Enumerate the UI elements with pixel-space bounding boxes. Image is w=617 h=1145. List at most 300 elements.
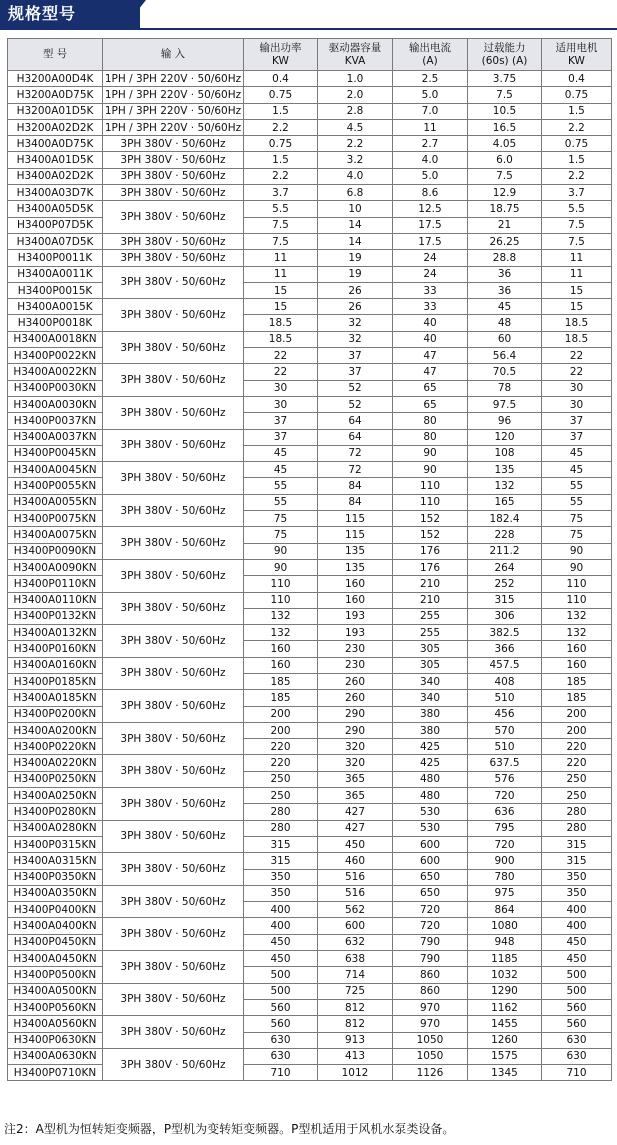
input-cell: 3PH 380V · 50/60Hz [103,625,244,658]
power-cell: 560 [244,999,318,1015]
power-cell: 18.5 [244,315,318,331]
motor-cell: 350 [542,869,612,885]
current-cell: 176 [393,543,468,559]
motor-cell: 630 [542,1048,612,1064]
model-cell: H3400A0280KN [8,820,103,836]
capacity-cell: 19 [318,250,393,266]
table-row [8,690,612,706]
power-cell: 710 [244,1065,318,1081]
capacity-cell: 84 [318,478,393,494]
power-cell: 450 [244,934,318,950]
power-cell: 90 [244,559,318,575]
table-row [8,168,612,184]
table-row [8,543,612,559]
header-current-line1: 输出电流 [409,41,451,54]
current-cell: 17.5 [393,233,468,249]
table-row [8,315,612,331]
power-cell: 630 [244,1032,318,1048]
capacity-cell: 450 [318,836,393,852]
model-cell: H3400P0450KN [8,934,103,950]
current-cell: 24 [393,266,468,282]
current-cell: 65 [393,380,468,396]
power-cell: 1.5 [244,152,318,168]
capacity-cell: 1012 [318,1065,393,1081]
table-row [8,739,612,755]
current-cell: 790 [393,934,468,950]
table-row [8,429,612,445]
table-row [8,836,612,852]
model-cell: H3400P0560KN [8,999,103,1015]
table-row [8,233,612,249]
power-cell: 2.2 [244,119,318,135]
input-cell: 1PH / 3PH 220V · 50/60Hz [103,87,244,103]
overload-cell: 780 [468,869,542,885]
model-cell: H3400A0250KN [8,788,103,804]
overload-cell: 70.5 [468,364,542,380]
table-row [8,201,612,217]
motor-cell: 110 [542,576,612,592]
current-cell: 8.6 [393,185,468,201]
current-cell: 380 [393,722,468,738]
current-cell: 305 [393,657,468,673]
motor-cell: 2.2 [542,119,612,135]
overload-cell: 252 [468,576,542,592]
table-row [8,152,612,168]
header-power-line2: KW [272,54,289,67]
capacity-cell: 160 [318,576,393,592]
power-cell: 250 [244,771,318,787]
capacity-cell: 32 [318,331,393,347]
table-row [8,396,612,412]
banner-underline [0,28,617,30]
input-cell: 3PH 380V · 50/60Hz [103,690,244,723]
model-cell: H3400A0018KN [8,331,103,347]
power-cell: 45 [244,462,318,478]
model-cell: H3400A0400KN [8,918,103,934]
overload-cell: 28.8 [468,250,542,266]
capacity-cell: 84 [318,494,393,510]
capacity-cell: 725 [318,983,393,999]
header-power-line1: 输出功率 [259,41,302,54]
model-cell: H3400P0030KN [8,380,103,396]
motor-cell: 1.5 [542,103,612,119]
power-cell: 22 [244,364,318,380]
motor-cell: 220 [542,739,612,755]
power-cell: 500 [244,967,318,983]
motor-cell: 15 [542,282,612,298]
table-body [8,71,612,1081]
model-cell: H3400P07D5K [8,217,103,233]
capacity-cell: 632 [318,934,393,950]
model-cell: H3400P0710KN [8,1065,103,1081]
header-current-line2: (A) [422,54,438,67]
model-cell: H3400P0090KN [8,543,103,559]
motor-cell: 250 [542,771,612,787]
model-cell: H3400P0160KN [8,641,103,657]
motor-cell: 220 [542,755,612,771]
input-cell: 3PH 380V · 50/60Hz [103,266,244,299]
current-cell: 33 [393,299,468,315]
power-cell: 45 [244,445,318,461]
header-motor-line1: 适用电机 [555,41,598,54]
table-row [8,641,612,657]
current-cell: 110 [393,494,468,510]
current-cell: 600 [393,836,468,852]
capacity-cell: 427 [318,804,393,820]
motor-cell: 90 [542,559,612,575]
table-row [8,119,612,135]
overload-cell: 306 [468,608,542,624]
table-row [8,413,612,429]
overload-cell: 165 [468,494,542,510]
motor-cell: 160 [542,641,612,657]
power-cell: 37 [244,429,318,445]
capacity-cell: 52 [318,396,393,412]
overload-cell: 21 [468,217,542,233]
motor-cell: 160 [542,657,612,673]
current-cell: 5.0 [393,168,468,184]
model-cell: H3400P0280KN [8,804,103,820]
power-cell: 110 [244,592,318,608]
table-row [8,185,612,201]
table-row [8,299,612,315]
power-cell: 500 [244,983,318,999]
table-header [8,39,612,71]
capacity-cell: 2.8 [318,103,393,119]
model-cell: H3400A0630KN [8,1048,103,1064]
input-cell: 3PH 380V · 50/60Hz [103,657,244,690]
overload-cell: 120 [468,429,542,445]
overload-cell: 60 [468,331,542,347]
current-cell: 790 [393,951,468,967]
model-cell: H3400A0090KN [8,559,103,575]
overload-cell: 108 [468,445,542,461]
table-row [8,706,612,722]
current-cell: 650 [393,869,468,885]
input-cell: 3PH 380V · 50/60Hz [103,396,244,429]
overload-cell: 48 [468,315,542,331]
overload-cell: 16.5 [468,119,542,135]
overload-cell: 1455 [468,1016,542,1032]
motor-cell: 30 [542,396,612,412]
overload-cell: 315 [468,592,542,608]
motor-cell: 3.7 [542,185,612,201]
current-cell: 24 [393,250,468,266]
input-cell: 3PH 380V · 50/60Hz [103,136,244,152]
capacity-cell: 6.8 [318,185,393,201]
current-cell: 340 [393,690,468,706]
table-row [8,511,612,527]
overload-cell: 864 [468,902,542,918]
power-cell: 55 [244,478,318,494]
input-cell: 3PH 380V · 50/60Hz [103,820,244,853]
overload-cell: 1345 [468,1065,542,1081]
power-cell: 350 [244,885,318,901]
power-cell: 110 [244,576,318,592]
power-cell: 185 [244,690,318,706]
power-cell: 0.4 [244,71,318,87]
motor-cell: 15 [542,299,612,315]
model-cell: H3400A0030KN [8,396,103,412]
capacity-cell: 413 [318,1048,393,1064]
header-current [393,39,468,71]
power-cell: 0.75 [244,136,318,152]
table-row [8,331,612,347]
overload-cell: 7.5 [468,168,542,184]
current-cell: 11 [393,119,468,135]
capacity-cell: 812 [318,999,393,1015]
current-cell: 720 [393,902,468,918]
model-cell: H3400A0D75K [8,136,103,152]
power-cell: 630 [244,1048,318,1064]
motor-cell: 132 [542,608,612,624]
input-cell: 3PH 380V · 50/60Hz [103,494,244,527]
model-cell: H3400A0450KN [8,951,103,967]
motor-cell: 500 [542,967,612,983]
overload-cell: 720 [468,788,542,804]
model-cell: H3200A0D75K [8,87,103,103]
current-cell: 970 [393,1016,468,1032]
overload-cell: 366 [468,641,542,657]
input-cell: 3PH 380V · 50/60Hz [103,1048,244,1081]
power-cell: 75 [244,511,318,527]
model-cell: H3400P0015K [8,282,103,298]
model-cell: H3400P0350KN [8,869,103,885]
table-row [8,983,612,999]
table-row [8,380,612,396]
motor-cell: 22 [542,364,612,380]
power-cell: 11 [244,266,318,282]
capacity-cell: 230 [318,641,393,657]
capacity-cell: 10 [318,201,393,217]
table-row [8,885,612,901]
input-cell: 1PH / 3PH 220V · 50/60Hz [103,119,244,135]
motor-cell: 37 [542,429,612,445]
current-cell: 5.0 [393,87,468,103]
capacity-cell: 290 [318,722,393,738]
overload-cell: 132 [468,478,542,494]
table-row [8,771,612,787]
model-cell: H3400P0037KN [8,413,103,429]
table-row [8,951,612,967]
capacity-cell: 160 [318,592,393,608]
motor-cell: 400 [542,918,612,934]
input-cell: 3PH 380V · 50/60Hz [103,168,244,184]
motor-cell: 18.5 [542,315,612,331]
current-cell: 255 [393,608,468,624]
capacity-cell: 320 [318,739,393,755]
current-cell: 80 [393,413,468,429]
current-cell: 860 [393,967,468,983]
power-cell: 3.7 [244,185,318,201]
overload-cell: 456 [468,706,542,722]
table-row [8,592,612,608]
current-cell: 340 [393,673,468,689]
overload-cell: 1162 [468,999,542,1015]
input-cell: 3PH 380V · 50/60Hz [103,462,244,495]
power-cell: 22 [244,348,318,364]
motor-cell: 55 [542,478,612,494]
model-cell: H3400P0132KN [8,608,103,624]
model-cell: H3400P0075KN [8,511,103,527]
input-cell: 3PH 380V · 50/60Hz [103,983,244,1016]
current-cell: 1050 [393,1032,468,1048]
model-cell: H3400A05D5K [8,201,103,217]
overload-cell: 264 [468,559,542,575]
input-cell: 3PH 380V · 50/60Hz [103,331,244,364]
input-cell: 1PH / 3PH 220V · 50/60Hz [103,103,244,119]
motor-cell: 450 [542,934,612,950]
current-cell: 425 [393,739,468,755]
table-row [8,462,612,478]
model-cell: H3400A0055KN [8,494,103,510]
capacity-cell: 135 [318,559,393,575]
power-cell: 350 [244,869,318,885]
capacity-cell: 2.2 [318,136,393,152]
input-cell: 3PH 380V · 50/60Hz [103,853,244,886]
current-cell: 860 [393,983,468,999]
overload-cell: 1575 [468,1048,542,1064]
current-cell: 1050 [393,1048,468,1064]
table-row [8,918,612,934]
model-cell: H3400A0160KN [8,657,103,673]
capacity-cell: 37 [318,364,393,380]
current-cell: 12.5 [393,201,468,217]
overload-cell: 3.75 [468,71,542,87]
motor-cell: 0.4 [542,71,612,87]
model-cell: H3400A0220KN [8,755,103,771]
current-cell: 47 [393,364,468,380]
overload-cell: 510 [468,690,542,706]
header-overload [468,39,542,71]
model-cell: H3400P0200KN [8,706,103,722]
power-cell: 2.2 [244,168,318,184]
power-cell: 30 [244,380,318,396]
motor-cell: 2.2 [542,168,612,184]
overload-cell: 211.2 [468,543,542,559]
power-cell: 15 [244,282,318,298]
motor-cell: 280 [542,804,612,820]
motor-cell: 132 [542,625,612,641]
model-cell: H3400A0560KN [8,1016,103,1032]
table-row [8,820,612,836]
current-cell: 650 [393,885,468,901]
motor-cell: 185 [542,673,612,689]
current-cell: 90 [393,445,468,461]
motor-cell: 45 [542,445,612,461]
motor-cell: 560 [542,999,612,1015]
overload-cell: 1032 [468,967,542,983]
current-cell: 480 [393,771,468,787]
table-row [8,608,612,624]
capacity-cell: 3.2 [318,152,393,168]
header-overload-line2: (60s) (A) [481,54,528,67]
current-cell: 305 [393,641,468,657]
motor-cell: 55 [542,494,612,510]
capacity-cell: 14 [318,233,393,249]
overload-cell: 570 [468,722,542,738]
overload-cell: 26.25 [468,233,542,249]
input-cell: 3PH 380V · 50/60Hz [103,592,244,625]
model-cell: H3400P0018K [8,315,103,331]
power-cell: 400 [244,918,318,934]
power-cell: 75 [244,527,318,543]
current-cell: 152 [393,511,468,527]
capacity-cell: 2.0 [318,87,393,103]
table-row [8,1032,612,1048]
overload-cell: 36 [468,282,542,298]
input-cell: 3PH 380V · 50/60Hz [103,755,244,788]
model-cell: H3400A0350KN [8,885,103,901]
overload-cell: 948 [468,934,542,950]
model-cell: H3400P0500KN [8,967,103,983]
power-cell: 11 [244,250,318,266]
input-cell: 1PH / 3PH 220V · 50/60Hz [103,71,244,87]
current-cell: 1126 [393,1065,468,1081]
power-cell: 220 [244,739,318,755]
overload-cell: 1185 [468,951,542,967]
current-cell: 17.5 [393,217,468,233]
input-cell: 3PH 380V · 50/60Hz [103,299,244,332]
capacity-cell: 4.5 [318,119,393,135]
capacity-cell: 562 [318,902,393,918]
model-cell: H3400P0220KN [8,739,103,755]
current-cell: 380 [393,706,468,722]
model-cell: H3400A0022KN [8,364,103,380]
power-cell: 280 [244,804,318,820]
current-cell: 530 [393,820,468,836]
model-cell: H3400A0132KN [8,625,103,641]
section-banner [0,0,617,32]
capacity-cell: 26 [318,282,393,298]
motor-cell: 200 [542,722,612,738]
overload-cell: 720 [468,836,542,852]
power-cell: 200 [244,722,318,738]
model-cell: H3400P0185KN [8,673,103,689]
motor-cell: 350 [542,885,612,901]
input-cell: 3PH 380V · 50/60Hz [103,233,244,249]
capacity-cell: 427 [318,820,393,836]
power-cell: 450 [244,951,318,967]
capacity-cell: 72 [318,462,393,478]
motor-cell: 11 [542,266,612,282]
input-cell: 3PH 380V · 50/60Hz [103,885,244,918]
power-cell: 400 [244,902,318,918]
motor-cell: 200 [542,706,612,722]
motor-cell: 5.5 [542,201,612,217]
input-cell: 3PH 380V · 50/60Hz [103,429,244,462]
current-cell: 110 [393,478,468,494]
capacity-cell: 600 [318,918,393,934]
capacity-cell: 516 [318,885,393,901]
current-cell: 970 [393,999,468,1015]
overload-cell: 45 [468,299,542,315]
table-row [8,103,612,119]
spec-table [7,38,612,1081]
model-cell: H3400P0400KN [8,902,103,918]
motor-cell: 90 [542,543,612,559]
table-row [8,217,612,233]
current-cell: 530 [393,804,468,820]
table-row [8,722,612,738]
motor-cell: 630 [542,1032,612,1048]
header-capacity-line1: 驱动器容量 [328,41,382,54]
power-cell: 315 [244,853,318,869]
motor-cell: 110 [542,592,612,608]
model-cell: H3400P0022KN [8,348,103,364]
overload-cell: 12.9 [468,185,542,201]
capacity-cell: 260 [318,673,393,689]
